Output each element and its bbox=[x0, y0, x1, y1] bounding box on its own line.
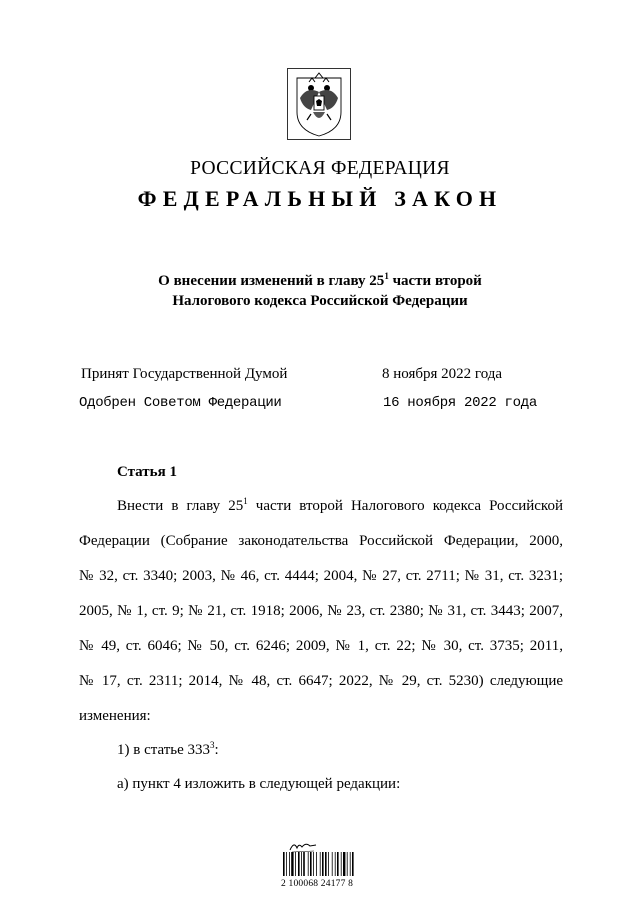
approved-date: 16 ноября 2022 года bbox=[383, 395, 537, 411]
adopted-date: 8 ноября 2022 года bbox=[382, 366, 503, 382]
barcode-number: 2 100068 24177 8 bbox=[281, 879, 354, 889]
paragraph-line: Внести в главу $25^1$ части второй Налогового кодекса Российской bbox=[117, 496, 563, 514]
coat-of-arms-emblem-icon bbox=[287, 68, 351, 140]
paragraph-line: Федерации (Собрание законодательства Российской Федерации, 2000, bbox=[79, 533, 563, 549]
list-item: а) пункт 4 изложить в следующей редакции: bbox=[117, 776, 401, 792]
barcode-icon bbox=[283, 852, 363, 876]
article-heading: Статья 1 bbox=[117, 464, 177, 480]
country-name: РОССИЙСКАЯ ФЕДЕРАЦИЯ bbox=[190, 158, 450, 179]
law-title-line-1: О внесении изменений в главу $25^1$ части второй bbox=[158, 271, 482, 289]
adopted-label: Принят Государственной Думой bbox=[81, 366, 288, 382]
paragraph-line: № 32, ст. 3340; 2003, № 46, ст. 4444; 2004, № 27, ст. 2711; № 31, ст. 3231; bbox=[79, 568, 563, 584]
paragraph-line: изменения: bbox=[79, 708, 151, 724]
law-title bbox=[0, 271, 640, 311]
paragraph-line: № 49, ст. 6046; № 50, ст. 6246; 2009, № 1, ст. 22; № 30, ст. 3735; 2011, bbox=[79, 638, 563, 654]
paragraph-line: № 17, ст. 2311; 2014, № 48, ст. 6647; 2022, № 29, ст. 5230) следующие bbox=[79, 673, 563, 689]
document-type: ФЕДЕРАЛЬНЫЙ ЗАКОН bbox=[137, 186, 503, 211]
law-title-line-2: Налогового кодекса Российской Федерации bbox=[172, 293, 468, 309]
approved-label: Одобрен Советом Федерации bbox=[79, 395, 282, 411]
signature-mark-icon bbox=[288, 839, 318, 853]
list-item: 1) в статье $333^3$: bbox=[117, 740, 219, 758]
paragraph-line: 2005, № 1, ст. 9; № 21, ст. 1918; 2006, № 23, ст. 2380; № 31, ст. 3443; 2007, bbox=[79, 603, 563, 619]
